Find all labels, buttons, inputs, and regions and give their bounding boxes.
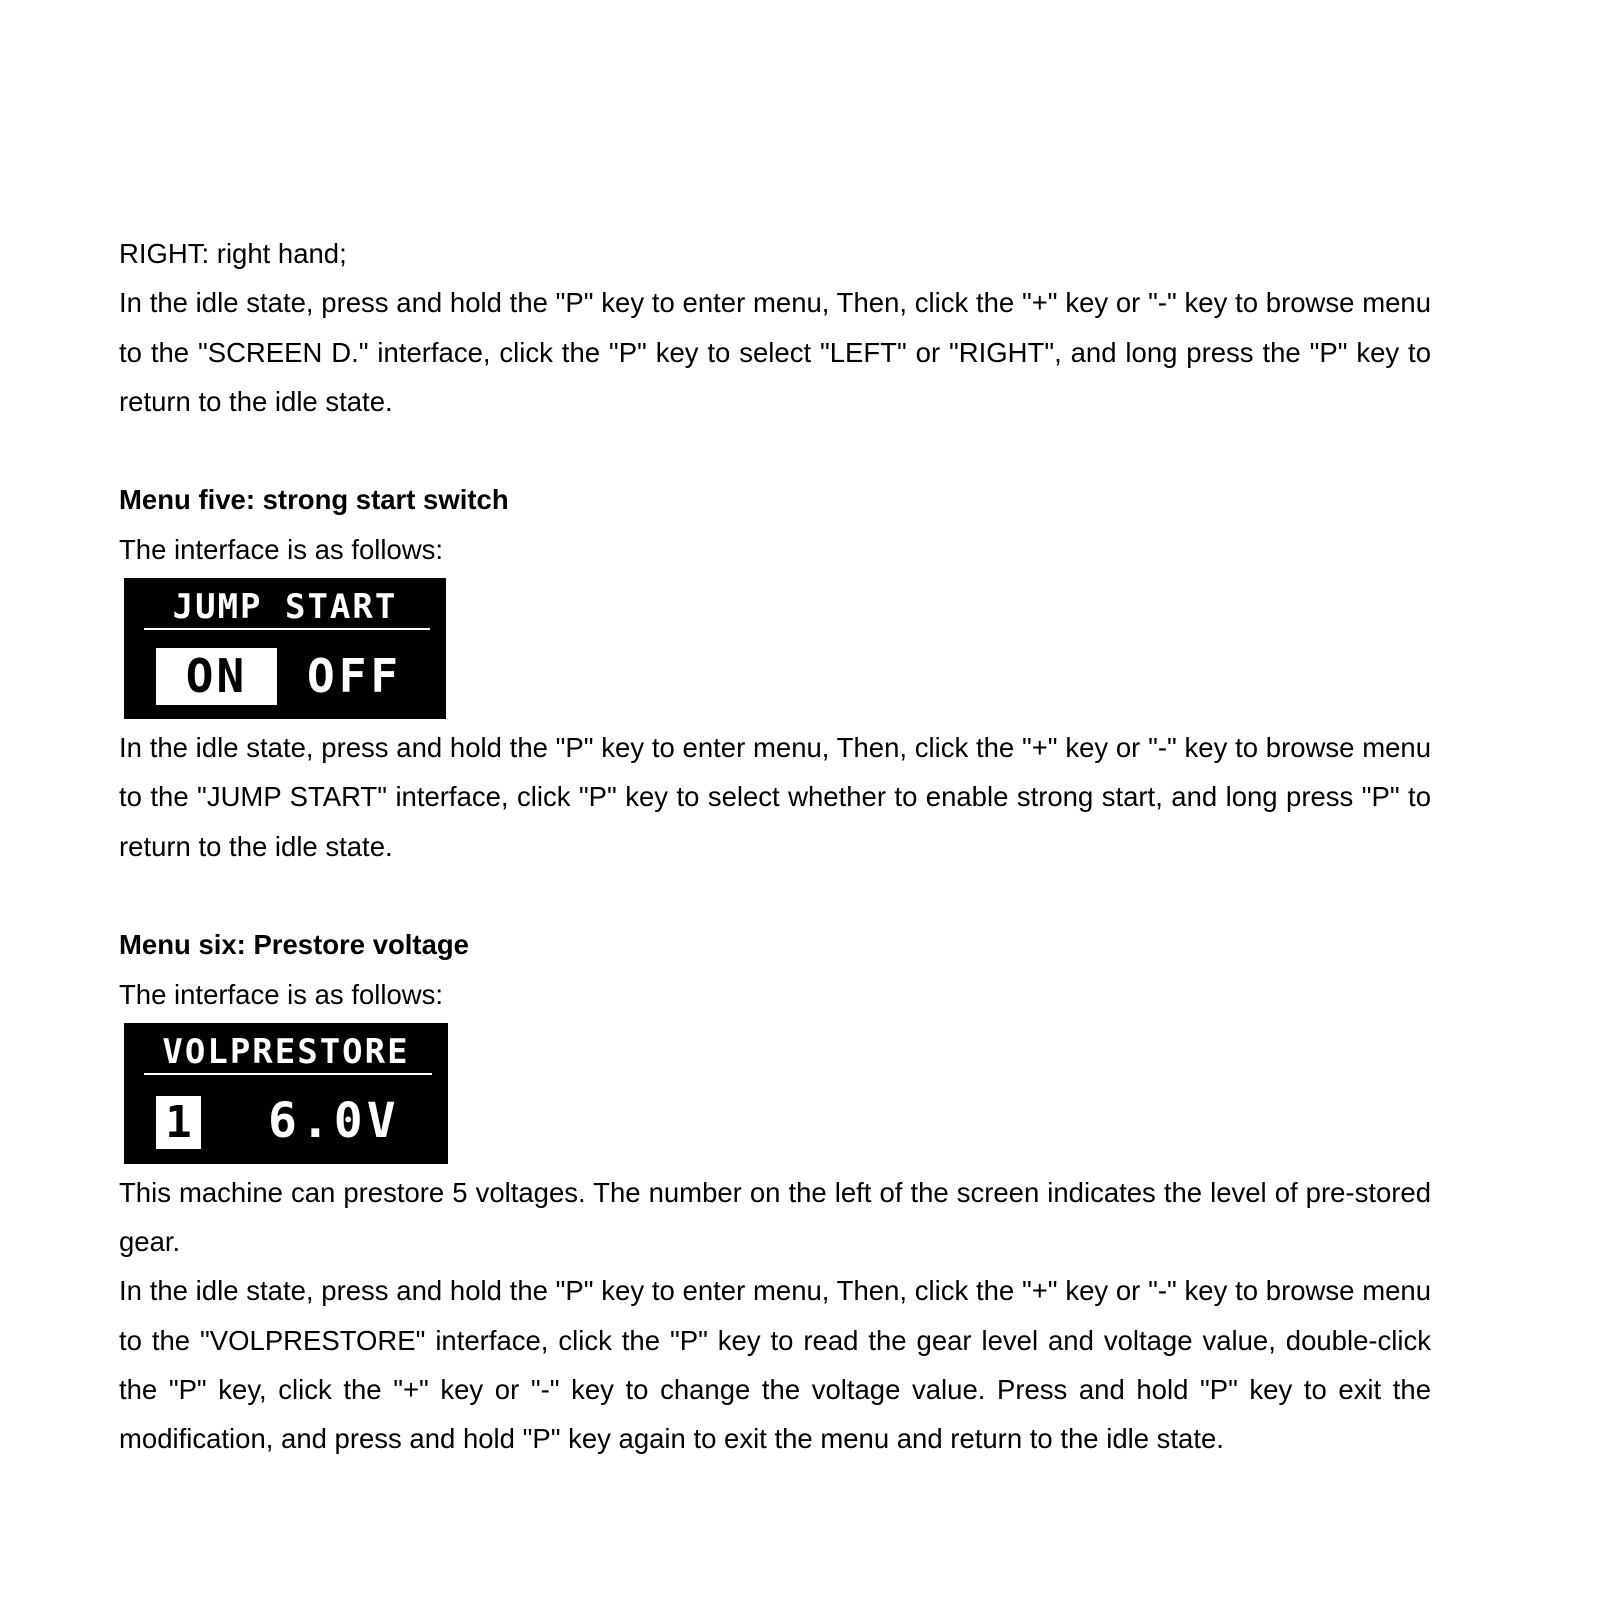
spacer (119, 871, 1431, 920)
menu-five-heading: Menu five: strong start switch (119, 484, 509, 516)
spacer (119, 426, 1431, 475)
menu-six-description-1: This machine can prestore 5 voltages. The number on the left of the screen indicates the level of pre-stored gear. (119, 1176, 1431, 1258)
menu-five-interface-intro: The interface is as follows: (119, 533, 444, 565)
lcd-divider (144, 1073, 432, 1075)
menu-six-heading: Menu six: Prestore voltage (119, 929, 469, 961)
menu-five-description: In the idle state, press and hold the "P" key to enter menu, Then, click the "+" key or "-" key to browse menu to the "JUMP START" interface, click "P" key to select whether to enable strong start, and long press "P" to return to the idle state. (119, 732, 1431, 862)
menu-six-description-2: In the idle state, press and hold the "P" key to enter menu, Then, click the "+" key or "-" key to browse menu to the "VOLPRESTORE" interface, click the "P" key to read the gear level and voltage value, double-click the "P" key, click the "+" key or "-" key to change the voltage value. Press and hold "P" key to exit the modification, and press and hold "P" key again to exit the menu and return to the idle state. (119, 1275, 1431, 1455)
lcd-option-on-selected: ON (156, 648, 277, 705)
lcd-voltage-value: 6.0V (268, 1092, 400, 1149)
lcd-divider (144, 628, 430, 630)
jump-start-lcd-screen (124, 578, 446, 719)
screen-direction-instructions: In the idle state, press and hold the "P" key to enter menu, Then, click the "+" key or "-" key to browse menu to the "SCREEN D." interface, click the "P" key to select "LEFT" or "RIGHT", and long press the "P" key to return to the idle state. (119, 287, 1431, 417)
lcd-gear-level: 1 (156, 1096, 201, 1149)
manual-page (119, 229, 1431, 1464)
right-hand-line: RIGHT: right hand; (119, 238, 347, 269)
volprestore-lcd-screen (124, 1023, 448, 1164)
menu-six-interface-intro: The interface is as follows: (119, 978, 444, 1010)
lcd-title: VOLPRESTORE (162, 1031, 410, 1072)
lcd-title: JUMP START (172, 587, 398, 628)
lcd-option-off: OFF (307, 649, 403, 704)
